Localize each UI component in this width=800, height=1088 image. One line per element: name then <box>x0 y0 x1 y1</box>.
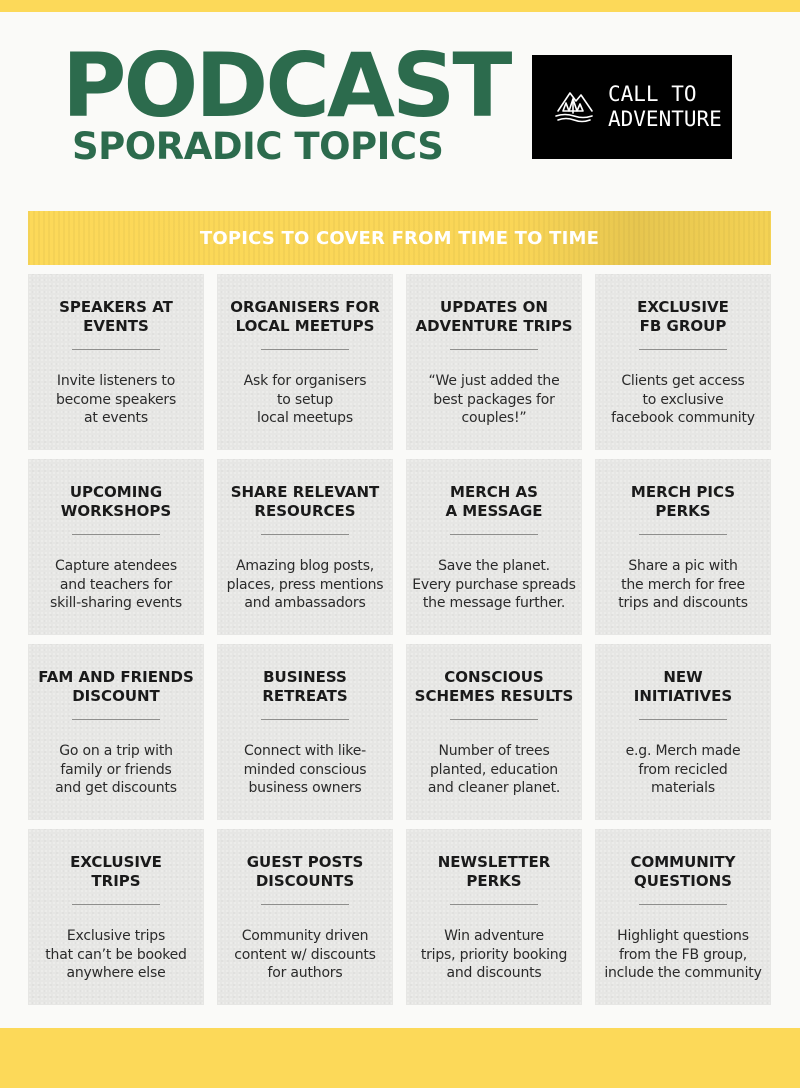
topic-card <box>28 274 204 450</box>
mountain-trees-icon <box>552 85 596 129</box>
topic-card-divider <box>72 349 160 350</box>
topic-card-title: MERCH PICS PERKS <box>630 483 736 520</box>
brand-line-1: CALL TO <box>608 82 697 106</box>
topic-card-divider <box>261 534 349 535</box>
topic-card-divider <box>639 534 727 535</box>
brand-logo <box>532 55 732 159</box>
topic-card-description: Invite listeners to become speakers at events <box>55 373 177 426</box>
banner-text: TOPICS TO COVER FROM TIME TO TIME <box>199 227 600 249</box>
topic-card <box>595 459 771 635</box>
topic-card-description: Ask for organisers to setup local meetups <box>243 373 367 426</box>
topic-card-divider <box>639 349 727 350</box>
topic-card-title: UPCOMING WORKSHOPS <box>60 483 172 520</box>
topic-card <box>595 644 771 820</box>
topic-card-divider <box>261 719 349 720</box>
topic-card-description: Community driven content w/ discounts for authors <box>234 928 376 981</box>
topic-card-title: GUEST POSTS DISCOUNTS <box>246 853 364 890</box>
topic-card <box>406 459 582 635</box>
topic-card-description: Amazing blog posts, places, press mentions and ambassadors <box>226 558 384 611</box>
section-banner <box>28 211 771 265</box>
topic-card-description: Connect with like- minded conscious business owners <box>243 743 367 796</box>
topic-card-title: ORGANISERS FOR LOCAL MEETUPS <box>230 298 380 335</box>
page-title: PODCAST <box>62 34 510 137</box>
topic-card-description: Clients get access to exclusive facebook community <box>611 373 755 426</box>
top-accent-bar <box>0 0 800 12</box>
topic-card-title: COMMUNITY QUESTIONS <box>630 853 736 890</box>
topic-card <box>406 829 582 1005</box>
topic-card-title: CONSCIOUS SCHEMES RESULTS <box>414 668 574 705</box>
topic-card <box>406 274 582 450</box>
topic-card-description: “We just added the best packages for couples!” <box>428 373 560 426</box>
topic-card-description: e.g. Merch made from recicled materials <box>625 743 741 796</box>
topic-card <box>217 274 393 450</box>
topic-card-divider <box>450 349 538 350</box>
topic-card-description: Number of trees planted, education and cleaner planet. <box>427 743 561 796</box>
topic-card-divider <box>450 534 538 535</box>
topic-card-divider <box>261 904 349 905</box>
topic-card-title: SHARE RELEVANT RESOURCES <box>230 483 380 520</box>
topic-card <box>28 644 204 820</box>
topic-card-description: Exclusive trips that can’t be booked anywhere else <box>45 928 187 981</box>
topic-card-title: UPDATES ON ADVENTURE TRIPS <box>415 298 573 335</box>
topic-card-description: Share a pic with the merch for free trips and discounts <box>618 558 748 611</box>
topic-card-divider <box>72 904 160 905</box>
topic-card <box>595 274 771 450</box>
topic-card <box>28 829 204 1005</box>
topic-card-description: Highlight questions from the FB group, include the community <box>604 928 762 981</box>
topic-card <box>217 829 393 1005</box>
page-subtitle: SPORADIC TOPICS <box>72 125 444 168</box>
topic-card-title: SPEAKERS AT EVENTS <box>59 298 173 335</box>
topic-card-title: EXCLUSIVE TRIPS <box>70 853 162 890</box>
topic-card <box>406 644 582 820</box>
topic-card-title: EXCLUSIVE FB GROUP <box>637 298 729 335</box>
topic-card-description: Save the planet. Every purchase spreads the message further. <box>412 558 576 611</box>
topic-card-description: Capture atendees and teachers for skill-sharing events <box>50 558 182 611</box>
topic-card-title: BUSINESS RETREATS <box>262 668 348 705</box>
topic-card-title: NEW INITIATIVES <box>633 668 733 705</box>
topic-card-divider <box>261 349 349 350</box>
topic-card <box>28 459 204 635</box>
topic-card-title: NEWSLETTER PERKS <box>437 853 551 890</box>
brand-line-2: ADVENTURE <box>608 107 722 131</box>
topic-card-divider <box>639 904 727 905</box>
topic-card-description: Win adventure trips, priority booking and discounts <box>420 928 568 981</box>
topic-card <box>217 644 393 820</box>
topic-card-description: Go on a trip with family or friends and get discounts <box>55 743 177 796</box>
brand-wordmark <box>608 82 722 132</box>
topic-card-divider <box>72 719 160 720</box>
bottom-accent-bar <box>0 1028 800 1088</box>
topic-card-divider <box>639 719 727 720</box>
topic-card-title: MERCH AS A MESSAGE <box>445 483 543 520</box>
topic-card-title: FAM AND FRIENDS DISCOUNT <box>38 668 194 705</box>
topics-grid <box>28 274 772 1006</box>
topic-card <box>595 829 771 1005</box>
topic-card-divider <box>72 534 160 535</box>
topic-card-divider <box>450 904 538 905</box>
topic-card-divider <box>450 719 538 720</box>
topic-card <box>217 459 393 635</box>
